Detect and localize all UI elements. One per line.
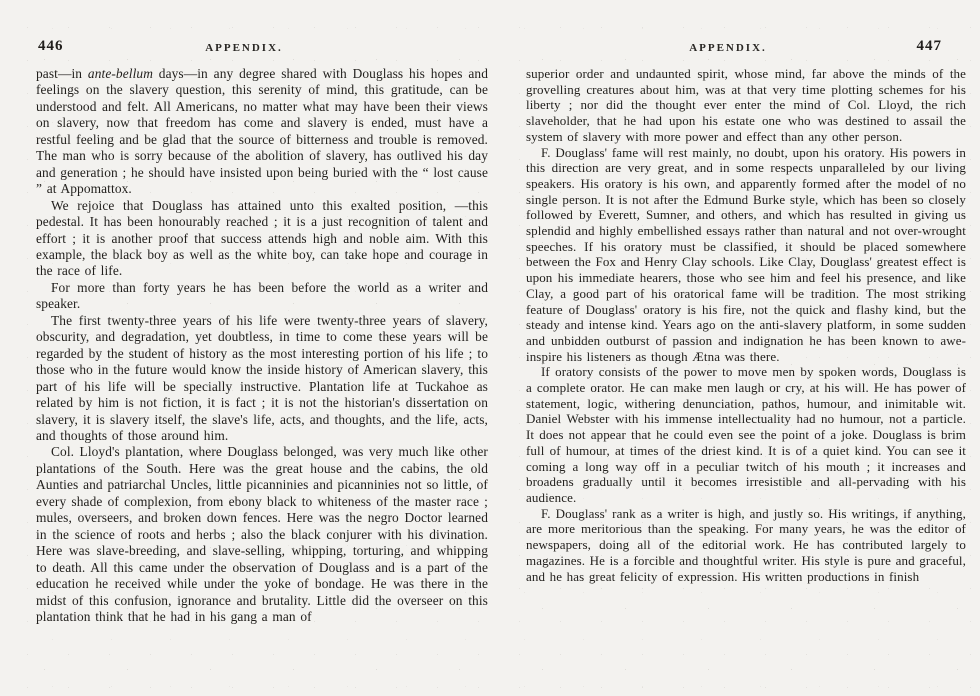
paragraph: superior order and undaunted spirit, whose mind, far above the minds of the grovelling creatures about him, was at that very time plotting schemes for his liberty ; nor did the thought ever enter the mind of Col. Lloyd, the rich slaveholder, that he had upon his estate one who was destined to assail the system of slavery with more power and effect than any other person. xyxy=(526,66,966,144)
paragraph: Col. Lloyd's plantation, where Douglass belonged, was very much like other plantations of the South. Here was the great house and the cabins, the old Aunties and patriarchal Uncles, little picanninies and picanninies not so little, of every shade of complexion, from ebony black to whiteness of the master race ; mules, overseers, and broken down fences. Here was the negro Doctor learned in the science of roots and herbs ; also the black conjurer with his divination. Here was slave-breeding, and slave-selling, whipping, torturing, and whipping to death. All this came under the observation of Douglass and is a part of the education he received while under the yoke of bondage. He was there in the midst of this confusion, ignorance and brutality. Little did the overseer on this plantation think that he had in his gang a man of xyxy=(36,444,488,624)
italic-phrase: ante-bellum xyxy=(87,66,153,81)
paragraph: F. Douglass' fame will rest mainly, no doubt, upon his oratory. His powers in this direction are very great, and in some respects unparalleled by our living speakers. His oratory is his own, and apparently formed after the model of no single person. It is not after the Edmund Burke style, which has been so closely followed by Everett, Sumner, and others, and which has resulted in giving us splendid and highly embellished essays rather than natural and not over-wrought speeches. If his oratory must be classified, it should be placed somewhere between the Fox and Henry Clay schools. Like Clay, Douglass' greatest effect is upon his immediate hearers, those who see him and feel his presence, and like Clay, a good part of his oratorical fame will be tradition. The most striking feature of Douglass' oratory is his fire, not the quick and flashy kind, but the steady and intense kind. Years ago on the anti-slavery platform, in some sudden and unbidden outburst of passion and indignation he has been known to awe-inspire his listeners as though Ætna was there. xyxy=(526,144,966,364)
running-head-left xyxy=(36,38,488,58)
paragraph-text: past—in xyxy=(36,66,88,81)
page-left xyxy=(36,38,488,688)
page-right xyxy=(526,38,966,688)
paragraph: If oratory consists of the power to move men by spoken words, Douglass is a complete orator. He can make men laugh or cry, at his will. He has power of statement, logic, withering denunciation, pathos, humour, and inimitable wit. Daniel Webster with his immense intellectuality had no humour, not a particle. It does not appear that he could even see the point of a joke. Douglass is brim full of humour, at times of the driest kind. It is of a quiet kind. You can see it coming a long way off in a peculiar twitch of his mouth ; it increases and broadens gradually until it becomes irresistible and all-pervading with his audience. xyxy=(526,364,966,505)
paragraph xyxy=(36,66,488,198)
page-number-right: 447 xyxy=(916,38,942,54)
paragraph: F. Douglass' rank as a writer is high, and justly so. His writings, if anything, are more meritorious than the speaking. For many years, he was the editor of newspapers, doing all of the editorial work. He has contributed largely to magazines. He is a forcible and thoughtful writer. His style is pure and graceful, and he has great felicity of expression. His written productions in finish xyxy=(526,505,966,584)
running-header-title-left: APPENDIX. xyxy=(205,42,283,54)
paragraph: The first twenty-three years of his life were twenty-three years of slavery, obscurity, and degradation, yet doubtless, in time to come these years will be regarded by the student of history as the most interesting portion of his life ; to those who in the future would know the inside history of American slavery, this part of his life will be specially instructive. Plantation life at Tuckahoe as related by him is not fiction, it is fact ; it is not the historian's dissertation on slavery, it is slavery itself, the slave's life, acts, and thoughts, and the life, acts, and thoughts of those around him. xyxy=(36,312,488,443)
paragraph: For more than forty years he has been before the world as a writer and speaker. xyxy=(36,279,488,312)
running-head-right xyxy=(526,38,966,58)
page-body-left xyxy=(36,66,488,625)
paragraph-text: days—in any degree shared with Douglass his hopes and feelings on the slavery question, this serenity of mind, this gratitude, can be understood and felt. All Americans, no matter what may have been their views on slavery, now that freedom has come and slavery is ended, must have a restful feeling and be glad that the source of bitterness and trouble is removed. The man who is sorry because of the abolition of slavery, has outlived his day and generation ; he should have insisted upon being buried with the “ lost cause ” at Appomattox. xyxy=(36,66,488,197)
paragraph: We rejoice that Douglass has attained unto this exalted position, —this pedestal. It has been honourably reached ; it is a just recognition of talent and effort ; it is another proof that success attends high and noble aim. With this example, the black boy as well as the white boy, can take hope and courage in the race of life. xyxy=(36,197,488,279)
page-number-left: 446 xyxy=(38,38,64,54)
running-header-title-right: APPENDIX. xyxy=(689,42,767,54)
page-body-right xyxy=(526,66,966,584)
